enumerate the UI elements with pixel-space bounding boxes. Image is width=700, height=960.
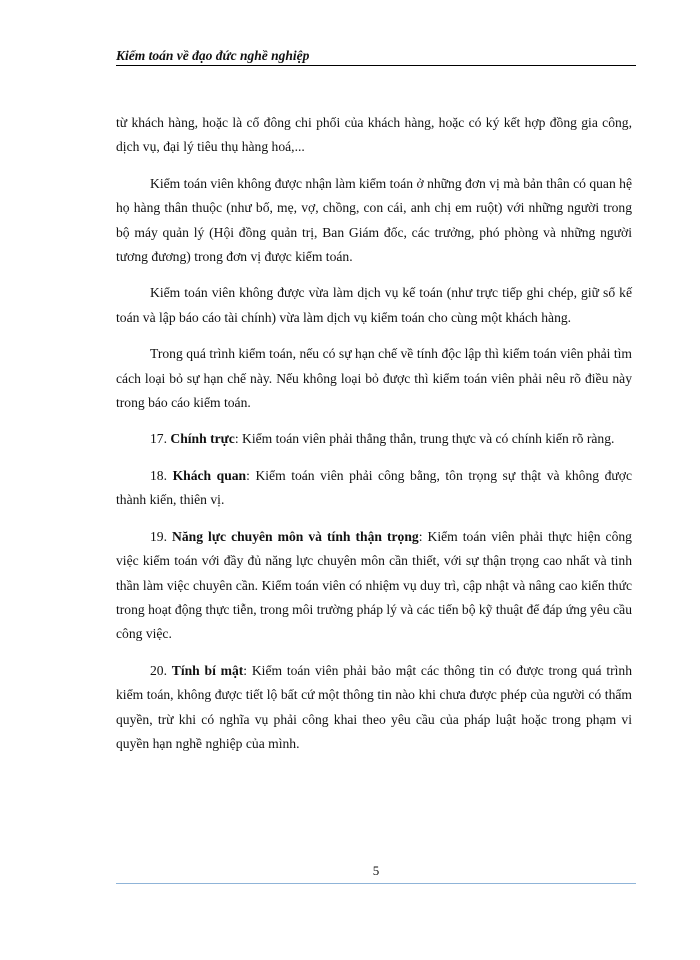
item-text: : Kiểm toán viên phải thẳng thắn, trung thực và có chính kiến rõ ràng.: [234, 431, 615, 447]
paragraph-text: từ khách hàng, hoặc là cổ đông chi phối của khách hàng, hoặc có ký kết hợp đồng gia công, dịch vụ, đại lý tiêu thụ hàng hoá,...: [116, 115, 632, 155]
item-number: 17.: [150, 431, 167, 447]
item-number: 20.: [150, 662, 167, 678]
item-text: : Kiểm toán viên phải thực hiện công việc kiểm toán với đầy đủ năng lực chuyên môn cần thiết, với sự thận trọng cao nhất và tinh thần làm việc chuyên cần. Kiểm toán viên có nhiệm vụ duy trì, cập nhật và nâng cao kiến thức trong hoạt động thực tiễn, trong môi trường pháp lý và các tiến bộ kỹ thuật để đáp ứng yêu cầu công việc.: [116, 528, 632, 642]
item-text: : Kiểm toán viên phải bảo mật các thông tin có được trong quá trình kiểm toán, không được tiết lộ bất cứ một thông tin nào khi chưa được phép của người có thẩm quyền, trừ khi có nghĩa vụ phải công khai theo yêu cầu của pháp luật hoặc trong phạm vi quyền hạn nghề nghiệp của mình.: [116, 662, 632, 751]
paragraph-family-relations: [116, 172, 632, 270]
paragraph-accounting-services: [116, 281, 632, 330]
item-term: Chính trực: [170, 431, 235, 447]
paragraph-item-19: [116, 525, 632, 647]
page-header: [116, 48, 636, 66]
paragraph-item-18: [116, 464, 632, 513]
document-body: [116, 111, 632, 768]
header-title: Kiểm toán về đạo đức nghề nghiệp: [116, 48, 310, 63]
item-number: 18.: [150, 467, 167, 483]
paragraph-text: Kiểm toán viên không được nhận làm kiểm toán ở những đơn vị mà bản thân có quan hệ họ hàng thân thuộc (như bố, mẹ, vợ, chồng, con cái, anh chị em ruột) với những người trong bộ máy quản lý (Hội đồng quản trị, Ban Giám đốc, các trưởng, phó phòng và những người tương đương) trong đơn vị được kiểm toán.: [116, 175, 632, 265]
item-term: Khách quan: [172, 467, 247, 483]
footer-divider: [116, 883, 636, 884]
paragraph-continuation: [116, 111, 632, 160]
page-number: 5: [372, 863, 380, 878]
paragraph-text: Trong quá trình kiểm toán, nếu có sự hạn chế về tính độc lập thì kiểm toán viên phải tìm cách loại bỏ sự hạn chế này. Nếu không loại bỏ được thì kiểm toán viên phải nêu rõ điều này trong báo cáo kiểm toán.: [116, 346, 632, 411]
item-term: Tính bí mật: [171, 662, 244, 678]
paragraph-text: Kiểm toán viên không được vừa làm dịch vụ kế toán (như trực tiếp ghi chép, giữ sổ kế toán và lập báo cáo tài chính) vừa làm dịch vụ kiểm toán cho cùng một khách hàng.: [116, 285, 632, 325]
item-text: : Kiểm toán viên phải công bằng, tôn trọng sự thật và không được thành kiến, thiên vị.: [116, 467, 632, 508]
paragraph-item-17: [116, 427, 632, 451]
item-term: Năng lực chuyên môn và tính thận trọng: [172, 528, 419, 544]
paragraph-item-20: [116, 659, 632, 757]
paragraph-independence-limits: [116, 342, 632, 415]
item-number: 19.: [150, 528, 167, 544]
